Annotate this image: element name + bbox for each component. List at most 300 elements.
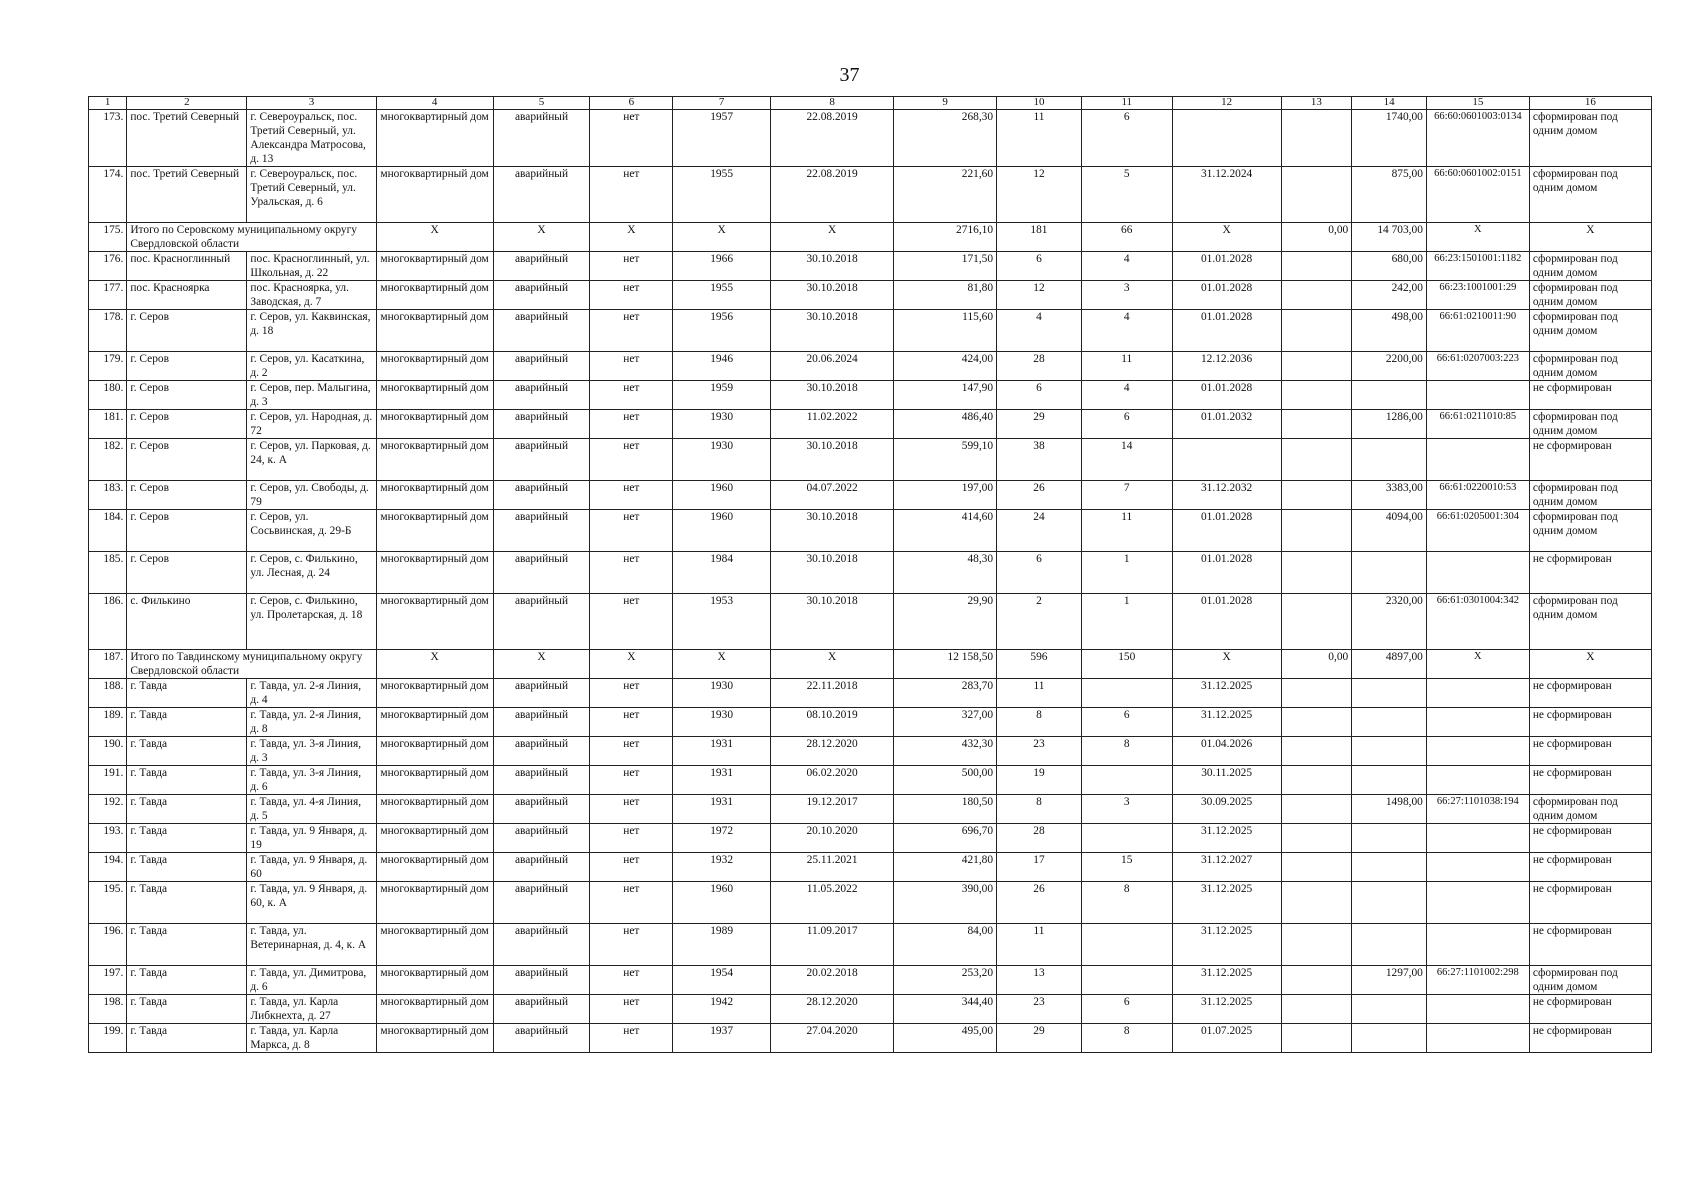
table-row — [89, 824, 1652, 853]
land-status-cell: не сформирован — [1529, 381, 1651, 410]
address-cell: г. Тавда, ул. Димитрова, д. 6 — [247, 966, 376, 995]
address-cell: г. Серов, ул. Свободы, д. 79 — [247, 481, 376, 510]
building-type-cell: многоквартирный дом — [376, 882, 493, 924]
address-cell: г. Серов, ул. Каквинская, д. 18 — [247, 310, 376, 352]
settlement-cell: г. Тавда — [127, 737, 247, 766]
apartments-cell: 8 — [1081, 882, 1172, 924]
area-cell: 180,50 — [894, 795, 997, 824]
year-built-cell: 1960 — [673, 882, 771, 924]
apartments-cell: 8 — [1081, 1024, 1172, 1053]
land-status-cell: сформирован под одним домом — [1529, 966, 1651, 995]
settlement-cell: г. Тавда — [127, 966, 247, 995]
header-cell-15: 15 — [1426, 97, 1529, 110]
cadastral-number-cell: 66:61:0301004:342 — [1426, 594, 1529, 650]
building-type-cell: многоквартирный дом — [376, 966, 493, 995]
table-row — [89, 708, 1652, 737]
cultural-heritage-cell: X — [590, 223, 673, 252]
cadastral-number-cell: 66:61:0211010:85 — [1426, 410, 1529, 439]
land-area-cell: 2200,00 — [1352, 352, 1427, 381]
resettlement-deadline-cell: X — [1172, 650, 1281, 679]
residents-cell: 24 — [997, 510, 1082, 552]
cadastral-number-cell — [1426, 552, 1529, 594]
row-number-cell: 176. — [89, 252, 127, 281]
recognition-date-cell: 30.10.2018 — [771, 510, 894, 552]
area-cell: 197,00 — [894, 481, 997, 510]
residents-cell: 11 — [997, 679, 1082, 708]
resettlement-deadline-cell: 31.12.2025 — [1172, 995, 1281, 1024]
address-cell: г. Тавда, ул. 9 Января, д. 19 — [247, 824, 376, 853]
area-cell: 432,30 — [894, 737, 997, 766]
page-number: 37 — [839, 64, 860, 86]
year-built-cell: 1960 — [673, 510, 771, 552]
table-row — [89, 737, 1652, 766]
header-cell-5: 5 — [493, 97, 590, 110]
building-type-cell: X — [376, 650, 493, 679]
land-status-cell: не сформирован — [1529, 552, 1651, 594]
residents-cell: 23 — [997, 737, 1082, 766]
table-row — [89, 252, 1652, 281]
condition-cell: аварийный — [493, 708, 590, 737]
recognition-date-cell: 20.06.2024 — [771, 352, 894, 381]
col-13-cell — [1281, 110, 1352, 167]
land-area-cell: 1286,00 — [1352, 410, 1427, 439]
cultural-heritage-cell: нет — [590, 310, 673, 352]
area-cell: 84,00 — [894, 924, 997, 966]
cadastral-number-cell — [1426, 1024, 1529, 1053]
col-13-cell — [1281, 824, 1352, 853]
condition-cell: X — [493, 650, 590, 679]
header-cell-9: 9 — [894, 97, 997, 110]
land-area-cell: 680,00 — [1352, 252, 1427, 281]
address-cell: г. Тавда, ул. 3-я Линия, д. 3 — [247, 737, 376, 766]
resettlement-deadline-cell: 01.01.2028 — [1172, 381, 1281, 410]
area-cell: 115,60 — [894, 310, 997, 352]
address-cell: г. Североуральск, пос. Третий Северный, ул. Александра Матросова, д. 13 — [247, 110, 376, 167]
year-built-cell: 1930 — [673, 679, 771, 708]
header-cell-2: 2 — [127, 97, 247, 110]
col-13-cell — [1281, 966, 1352, 995]
settlement-cell: г. Серов — [127, 552, 247, 594]
table-header-row — [89, 97, 1652, 110]
area-cell: 421,80 — [894, 853, 997, 882]
row-number-cell: 193. — [89, 824, 127, 853]
condition-cell: X — [493, 223, 590, 252]
land-area-cell: 1740,00 — [1352, 110, 1427, 167]
address-cell: г. Тавда, ул. 2-я Линия, д. 8 — [247, 708, 376, 737]
residents-cell: 28 — [997, 824, 1082, 853]
col-13-cell — [1281, 924, 1352, 966]
condition-cell: аварийный — [493, 281, 590, 310]
cadastral-number-cell: 66:27:1101002:298 — [1426, 966, 1529, 995]
cadastral-number-cell: 66:61:0210011:90 — [1426, 310, 1529, 352]
row-number-cell: 179. — [89, 352, 127, 381]
header-cell-4: 4 — [376, 97, 493, 110]
total-label-cell: Итого по Серовскому муниципальному округу Свердловской области — [127, 223, 376, 252]
resettlement-deadline-cell: 01.04.2026 — [1172, 737, 1281, 766]
settlement-cell: пос. Красноярка — [127, 281, 247, 310]
year-built-cell: 1955 — [673, 167, 771, 223]
header-cell-8: 8 — [771, 97, 894, 110]
building-type-cell: многоквартирный дом — [376, 510, 493, 552]
apartments-cell: 4 — [1081, 252, 1172, 281]
year-built-cell: 1930 — [673, 708, 771, 737]
area-cell: 424,00 — [894, 352, 997, 381]
row-number-cell: 187. — [89, 650, 127, 679]
address-cell: г. Серов, с. Филькино, ул. Лесная, д. 24 — [247, 552, 376, 594]
building-type-cell: многоквартирный дом — [376, 679, 493, 708]
condition-cell: аварийный — [493, 1024, 590, 1053]
area-cell: 500,00 — [894, 766, 997, 795]
apartments-cell: 11 — [1081, 510, 1172, 552]
apartments-cell — [1081, 679, 1172, 708]
apartments-cell: 7 — [1081, 481, 1172, 510]
cultural-heritage-cell: нет — [590, 281, 673, 310]
address-cell: г. Серов, ул. Парковая, д. 24, к. А — [247, 439, 376, 481]
land-area-cell — [1352, 737, 1427, 766]
row-number-cell: 198. — [89, 995, 127, 1024]
cultural-heritage-cell: нет — [590, 995, 673, 1024]
area-cell: 147,90 — [894, 381, 997, 410]
row-number-cell: 185. — [89, 552, 127, 594]
year-built-cell: 1989 — [673, 924, 771, 966]
resettlement-deadline-cell: 12.12.2036 — [1172, 352, 1281, 381]
address-cell: г. Тавда, ул. 4-я Линия, д. 5 — [247, 795, 376, 824]
building-type-cell: многоквартирный дом — [376, 924, 493, 966]
residents-cell: 11 — [997, 110, 1082, 167]
residents-cell: 29 — [997, 410, 1082, 439]
land-status-cell: сформирован под одним домом — [1529, 110, 1651, 167]
table-row — [89, 510, 1652, 552]
col-13-cell — [1281, 737, 1352, 766]
cultural-heritage-cell: нет — [590, 853, 673, 882]
resettlement-deadline-cell: 01.07.2025 — [1172, 1024, 1281, 1053]
residents-cell: 23 — [997, 995, 1082, 1024]
address-cell: г. Тавда, ул. Ветеринарная, д. 4, к. А — [247, 924, 376, 966]
recognition-date-cell: 28.12.2020 — [771, 737, 894, 766]
resettlement-deadline-cell — [1172, 110, 1281, 167]
land-status-cell: не сформирован — [1529, 924, 1651, 966]
land-status-cell: не сформирован — [1529, 679, 1651, 708]
col-13-cell — [1281, 766, 1352, 795]
cadastral-number-cell — [1426, 995, 1529, 1024]
settlement-cell: г. Тавда — [127, 882, 247, 924]
settlement-cell: г. Серов — [127, 310, 247, 352]
land-area-cell: 14 703,00 — [1352, 223, 1427, 252]
area-cell: 253,20 — [894, 966, 997, 995]
land-status-cell: сформирован под одним домом — [1529, 310, 1651, 352]
residents-cell: 38 — [997, 439, 1082, 481]
header-cell-7: 7 — [673, 97, 771, 110]
cadastral-number-cell — [1426, 439, 1529, 481]
table-row — [89, 167, 1652, 223]
area-cell: 221,60 — [894, 167, 997, 223]
table-row — [89, 381, 1652, 410]
address-cell: г. Североуральск, пос. Третий Северный, ул. Уральская, д. 6 — [247, 167, 376, 223]
condition-cell: аварийный — [493, 966, 590, 995]
address-cell: г. Серов, ул. Народная, д. 72 — [247, 410, 376, 439]
area-cell: 81,80 — [894, 281, 997, 310]
row-number-cell: 178. — [89, 310, 127, 352]
table-row — [89, 594, 1652, 650]
cadastral-number-cell — [1426, 737, 1529, 766]
cultural-heritage-cell: нет — [590, 795, 673, 824]
condition-cell: аварийный — [493, 853, 590, 882]
land-status-cell: не сформирован — [1529, 708, 1651, 737]
year-built-cell: 1930 — [673, 410, 771, 439]
condition-cell: аварийный — [493, 310, 590, 352]
recognition-date-cell: 08.10.2019 — [771, 708, 894, 737]
cultural-heritage-cell: нет — [590, 882, 673, 924]
settlement-cell: г. Тавда — [127, 995, 247, 1024]
address-cell: г. Тавда, ул. 3-я Линия, д. 6 — [247, 766, 376, 795]
land-area-cell — [1352, 995, 1427, 1024]
condition-cell: аварийный — [493, 552, 590, 594]
header-cell-1: 1 — [89, 97, 127, 110]
settlement-cell: пос. Третий Северный — [127, 110, 247, 167]
recognition-date-cell: 22.08.2019 — [771, 167, 894, 223]
apartments-cell: 150 — [1081, 650, 1172, 679]
year-built-cell: X — [673, 223, 771, 252]
building-type-cell: многоквартирный дом — [376, 824, 493, 853]
header-cell-13: 13 — [1281, 97, 1352, 110]
condition-cell: аварийный — [493, 594, 590, 650]
row-number-cell: 195. — [89, 882, 127, 924]
cultural-heritage-cell: нет — [590, 381, 673, 410]
year-built-cell: 1932 — [673, 853, 771, 882]
land-area-cell: 1498,00 — [1352, 795, 1427, 824]
condition-cell: аварийный — [493, 167, 590, 223]
settlement-cell: г. Тавда — [127, 824, 247, 853]
table-row — [89, 310, 1652, 352]
land-area-cell — [1352, 853, 1427, 882]
resettlement-deadline-cell: 01.01.2028 — [1172, 510, 1281, 552]
cultural-heritage-cell: нет — [590, 110, 673, 167]
cadastral-number-cell: 66:61:0207003:223 — [1426, 352, 1529, 381]
total-label-cell: Итого по Тавдинскому муниципальному округу Свердловской области — [127, 650, 376, 679]
table-row — [89, 766, 1652, 795]
cultural-heritage-cell: нет — [590, 737, 673, 766]
land-status-cell: сформирован под одним домом — [1529, 281, 1651, 310]
residents-cell: 8 — [997, 795, 1082, 824]
residents-cell: 4 — [997, 310, 1082, 352]
condition-cell: аварийный — [493, 410, 590, 439]
settlement-cell: пос. Третий Северный — [127, 167, 247, 223]
col-13-cell — [1281, 882, 1352, 924]
resettlement-deadline-cell: 31.12.2032 — [1172, 481, 1281, 510]
housing-table — [88, 96, 1652, 1053]
residents-cell: 6 — [997, 381, 1082, 410]
area-cell: 48,30 — [894, 552, 997, 594]
address-cell: пос. Красноглинный, ул. Школьная, д. 22 — [247, 252, 376, 281]
resettlement-deadline-cell: 01.01.2028 — [1172, 594, 1281, 650]
year-built-cell: 1972 — [673, 824, 771, 853]
cultural-heritage-cell: нет — [590, 708, 673, 737]
table-row — [89, 995, 1652, 1024]
condition-cell: аварийный — [493, 795, 590, 824]
settlement-cell: г. Серов — [127, 510, 247, 552]
building-type-cell: многоквартирный дом — [376, 594, 493, 650]
year-built-cell: 1930 — [673, 439, 771, 481]
resettlement-deadline-cell: 01.01.2028 — [1172, 310, 1281, 352]
header-cell-14: 14 — [1352, 97, 1427, 110]
resettlement-deadline-cell — [1172, 439, 1281, 481]
recognition-date-cell: 27.04.2020 — [771, 1024, 894, 1053]
land-area-cell — [1352, 708, 1427, 737]
col-13-cell — [1281, 679, 1352, 708]
col-13-cell — [1281, 594, 1352, 650]
residents-cell: 17 — [997, 853, 1082, 882]
cadastral-number-cell — [1426, 882, 1529, 924]
row-number-cell: 194. — [89, 853, 127, 882]
row-number-cell: 183. — [89, 481, 127, 510]
condition-cell: аварийный — [493, 995, 590, 1024]
cadastral-number-cell — [1426, 824, 1529, 853]
cultural-heritage-cell: нет — [590, 352, 673, 381]
building-type-cell: многоквартирный дом — [376, 737, 493, 766]
recognition-date-cell: 22.11.2018 — [771, 679, 894, 708]
cadastral-number-cell — [1426, 679, 1529, 708]
settlement-cell: г. Серов — [127, 410, 247, 439]
year-built-cell: 1955 — [673, 281, 771, 310]
settlement-cell: г. Серов — [127, 439, 247, 481]
apartments-cell — [1081, 924, 1172, 966]
year-built-cell: 1956 — [673, 310, 771, 352]
table-row — [89, 410, 1652, 439]
col-13-cell — [1281, 708, 1352, 737]
table-row — [89, 481, 1652, 510]
land-status-cell: не сформирован — [1529, 995, 1651, 1024]
col-13-cell — [1281, 481, 1352, 510]
address-cell: г. Тавда, ул. Карла Либкнехта, д. 27 — [247, 995, 376, 1024]
building-type-cell: многоквартирный дом — [376, 1024, 493, 1053]
land-area-cell — [1352, 882, 1427, 924]
residents-cell: 19 — [997, 766, 1082, 795]
cadastral-number-cell — [1426, 708, 1529, 737]
apartments-cell: 5 — [1081, 167, 1172, 223]
area-cell: 599,10 — [894, 439, 997, 481]
resettlement-deadline-cell: 31.12.2025 — [1172, 882, 1281, 924]
row-number-cell: 191. — [89, 766, 127, 795]
year-built-cell: X — [673, 650, 771, 679]
col-13-cell — [1281, 439, 1352, 481]
year-built-cell: 1946 — [673, 352, 771, 381]
header-cell-3: 3 — [247, 97, 376, 110]
table-row — [89, 552, 1652, 594]
area-cell: 2716,10 — [894, 223, 997, 252]
col-13-cell — [1281, 410, 1352, 439]
total-row — [89, 650, 1652, 679]
condition-cell: аварийный — [493, 481, 590, 510]
row-number-cell: 192. — [89, 795, 127, 824]
residents-cell: 6 — [997, 252, 1082, 281]
land-area-cell: 498,00 — [1352, 310, 1427, 352]
building-type-cell: многоквартирный дом — [376, 708, 493, 737]
apartments-cell: 4 — [1081, 381, 1172, 410]
address-cell: г. Серов, пер. Малыгина, д. 3 — [247, 381, 376, 410]
condition-cell: аварийный — [493, 381, 590, 410]
recognition-date-cell: 06.02.2020 — [771, 766, 894, 795]
apartments-cell: 14 — [1081, 439, 1172, 481]
land-area-cell — [1352, 381, 1427, 410]
apartments-cell: 6 — [1081, 410, 1172, 439]
land-area-cell: 1297,00 — [1352, 966, 1427, 995]
header-cell-11: 11 — [1081, 97, 1172, 110]
settlement-cell: г. Тавда — [127, 708, 247, 737]
year-built-cell: 1959 — [673, 381, 771, 410]
apartments-cell: 6 — [1081, 110, 1172, 167]
header-cell-10: 10 — [997, 97, 1082, 110]
row-number-cell: 180. — [89, 381, 127, 410]
land-status-cell: не сформирован — [1529, 1024, 1651, 1053]
resettlement-deadline-cell: X — [1172, 223, 1281, 252]
cultural-heritage-cell: нет — [590, 594, 673, 650]
residents-cell: 12 — [997, 167, 1082, 223]
row-number-cell: 196. — [89, 924, 127, 966]
residents-cell: 28 — [997, 352, 1082, 381]
row-number-cell: 173. — [89, 110, 127, 167]
area-cell: 327,00 — [894, 708, 997, 737]
cultural-heritage-cell: нет — [590, 552, 673, 594]
settlement-cell: г. Тавда — [127, 795, 247, 824]
cadastral-number-cell — [1426, 924, 1529, 966]
cadastral-number-cell: 66:23:1001001:29 — [1426, 281, 1529, 310]
address-cell: г. Тавда, ул. 9 Января, д. 60, к. А — [247, 882, 376, 924]
apartments-cell: 8 — [1081, 737, 1172, 766]
apartments-cell: 1 — [1081, 552, 1172, 594]
cadastral-number-cell — [1426, 766, 1529, 795]
apartments-cell: 4 — [1081, 310, 1172, 352]
table-row — [89, 882, 1652, 924]
cultural-heritage-cell: нет — [590, 510, 673, 552]
area-cell: 344,40 — [894, 995, 997, 1024]
resettlement-deadline-cell: 30.09.2025 — [1172, 795, 1281, 824]
land-area-cell — [1352, 679, 1427, 708]
apartments-cell: 66 — [1081, 223, 1172, 252]
recognition-date-cell: X — [771, 650, 894, 679]
col-13-cell — [1281, 381, 1352, 410]
address-cell: г. Серов, ул. Сосьвинская, д. 29-Б — [247, 510, 376, 552]
cultural-heritage-cell: нет — [590, 1024, 673, 1053]
residents-cell: 12 — [997, 281, 1082, 310]
recognition-date-cell: 30.10.2018 — [771, 281, 894, 310]
cultural-heritage-cell: нет — [590, 481, 673, 510]
cultural-heritage-cell: нет — [590, 679, 673, 708]
condition-cell: аварийный — [493, 439, 590, 481]
recognition-date-cell: 30.10.2018 — [771, 594, 894, 650]
year-built-cell: 1984 — [673, 552, 771, 594]
settlement-cell: г. Серов — [127, 481, 247, 510]
residents-cell: 13 — [997, 966, 1082, 995]
row-number-cell: 197. — [89, 966, 127, 995]
cadastral-number-cell — [1426, 381, 1529, 410]
table-row — [89, 439, 1652, 481]
condition-cell: аварийный — [493, 737, 590, 766]
building-type-cell: многоквартирный дом — [376, 439, 493, 481]
address-cell: г. Тавда, ул. 2-я Линия, д. 4 — [247, 679, 376, 708]
cadastral-number-cell: X — [1426, 223, 1529, 252]
building-type-cell: многоквартирный дом — [376, 310, 493, 352]
land-status-cell: сформирован под одним домом — [1529, 795, 1651, 824]
land-status-cell: сформирован под одним домом — [1529, 352, 1651, 381]
resettlement-deadline-cell: 01.01.2032 — [1172, 410, 1281, 439]
recognition-date-cell: 11.09.2017 — [771, 924, 894, 966]
residents-cell: 11 — [997, 924, 1082, 966]
cadastral-number-cell: 66:61:0220010:53 — [1426, 481, 1529, 510]
cultural-heritage-cell: нет — [590, 410, 673, 439]
building-type-cell: многоквартирный дом — [376, 995, 493, 1024]
area-cell: 390,00 — [894, 882, 997, 924]
row-number-cell: 182. — [89, 439, 127, 481]
